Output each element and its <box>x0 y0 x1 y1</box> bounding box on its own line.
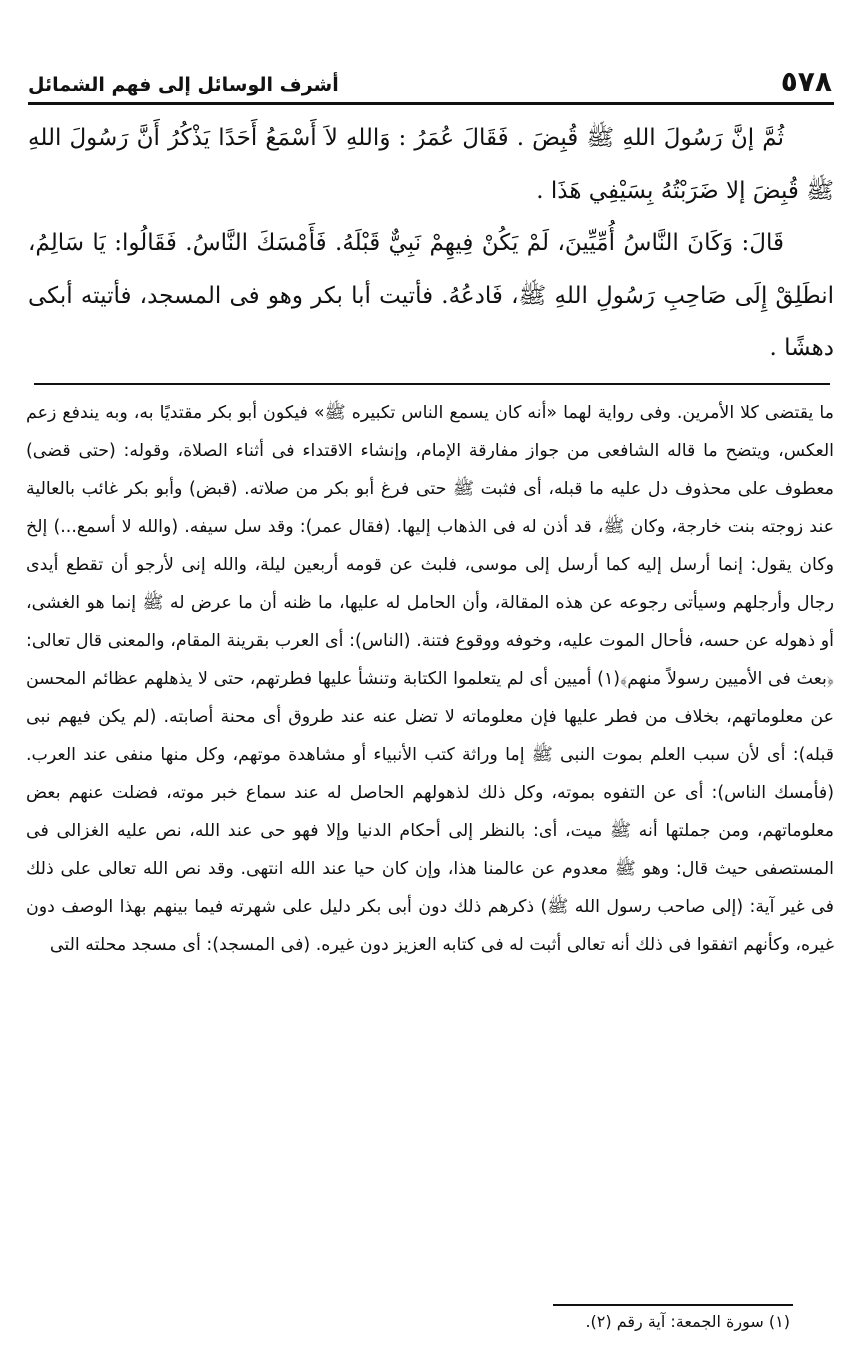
page-number: ٥٧٨ <box>780 65 832 98</box>
footnote-separator <box>553 1304 793 1306</box>
commentary <box>26 394 834 964</box>
hadith-paragraph-1: ثُمَّ إنَّ رَسُولَ اللهِ ﷺ قُبِضَ . فَقَالَ عُمَرُ : وَاللهِ لاَ أَسْمَعُ أَحَدًا يَذْكُرُ أَنَّ رَسُولَ اللهِ ﷺ قُبِضَ إلا ضَرَبْتُهُ بِسَيْفِي هَذَا . <box>28 125 834 204</box>
text-separator <box>34 383 830 385</box>
commentary-paragraph: ما يقتضى كلا الأمرين. وفى رواية لهما «أنه كان يسمع الناس تكبيره ﷺ» فيكون أبو بكر مقتديًا به، وبه يندفع زعم العكس، ويتضح ما قاله الشافعى من جواز مفارقة الإمام، وإنشاء الاقتداء فى أثناء الصلاة، وقوله: (حتى قضى) معطوف على محذوف دل عليه ما قبله، أى فثبت ﷺ حتى فرغ أبو بكر من صلاته. (قبض) وأبو بكر غائب بالعالية عند زوجته بنت خارجة، وكان ﷺ، قد أذن له فى الذهاب إليها. (فقال عمر): وقد سل سيفه. (والله لا أسمع...) إلخ وكان يقول: إنما أرسل إليه كما أرسل إلى موسى، فلبث عن قومه أربعين ليلة، والله إنى لأرجو أن تقطع أيدى رجال وأرجلهم وسيأتى رجوعه عن هذه المقالة، وأن الحامل له عليها، ما ظنه أن ما عرض له ﷺ إنما هو الغشى، أو ذهوله عن حسه، فأحال الموت عليه، وخوفه ووقوع فتنة. (الناس): أى العرب بقرينة المقام، والمعنى قال تعالى: ﴿بعث فى الأميين رسولاً منهم﴾(١) أميين أى لم يتعلموا الكتابة وتنشأ عليها فطرتهم، حتى لا يذهلهم عظائم المحسن عن معلوماتهم، بخلاف من فطر عليها فإن معلوماته لا تضل عنه عند طروق أى محنة أصابته. (لم يكن فيهم نبى قبله): أى لأن سبب العلم بموت النبى ﷺ إما وراثة كتب الأنبياء أو مشاهدة موتهم، وكل منها منفى عند العرب. (فأمسك الناس): أى عن التفوه بموته، وكل ذلك لذهولهم الحاصل له عند سماع خبر موته، فضلت عنهم بعض معلوماتهم، ومن جملتها أنه ﷺ ميت، أى: بالنظر إلى أحكام الدنيا وإلا فهو حى عند الله، نص عليه الغزالى فى المستصفى حيث قال: وهو ﷺ معدوم عن عالمنا هذا، وإن كان حيا عند الله انتهى. وقد نص الله تعالى على ذلك فى غير آية: (إلى صاحب رسول الله ﷺ) ذكرهم ذلك دون أبى بكر دليل على شهرته فيما بينهم بهذا الوصف دون غيره، وكأنهم اتفقوا فى ذلك أنه تعالى أثبت له فى كتابه العزيز دون غيره. (فى المسجد): أى مسجد محلته التى <box>26 403 834 955</box>
hadith-paragraph-2: قَالَ: وَكَانَ النَّاسُ أُمِّيِّينَ، لَمْ يَكُنْ فِيهِمْ نَبِيٌّ قَبْلَهُ. فَأَمْسَكَ النَّاسُ. فَقَالُوا: يَا سَالِمُ، انطَلِقْ إِلَى صَاحِبِ رَسُولِ اللهِ ﷺ، فَادعُهُ. فأتيت أبا بكر وهو فى المسجد، فأتيته أبكى دهشًا . <box>28 230 834 361</box>
running-title: أشرف الوسائل إلى فهم الشمائل <box>28 74 339 96</box>
footnote: (١) سورة الجمعة: آية رقم (٢). <box>585 1312 790 1331</box>
page-header <box>28 62 834 105</box>
hadith-text <box>28 112 834 375</box>
